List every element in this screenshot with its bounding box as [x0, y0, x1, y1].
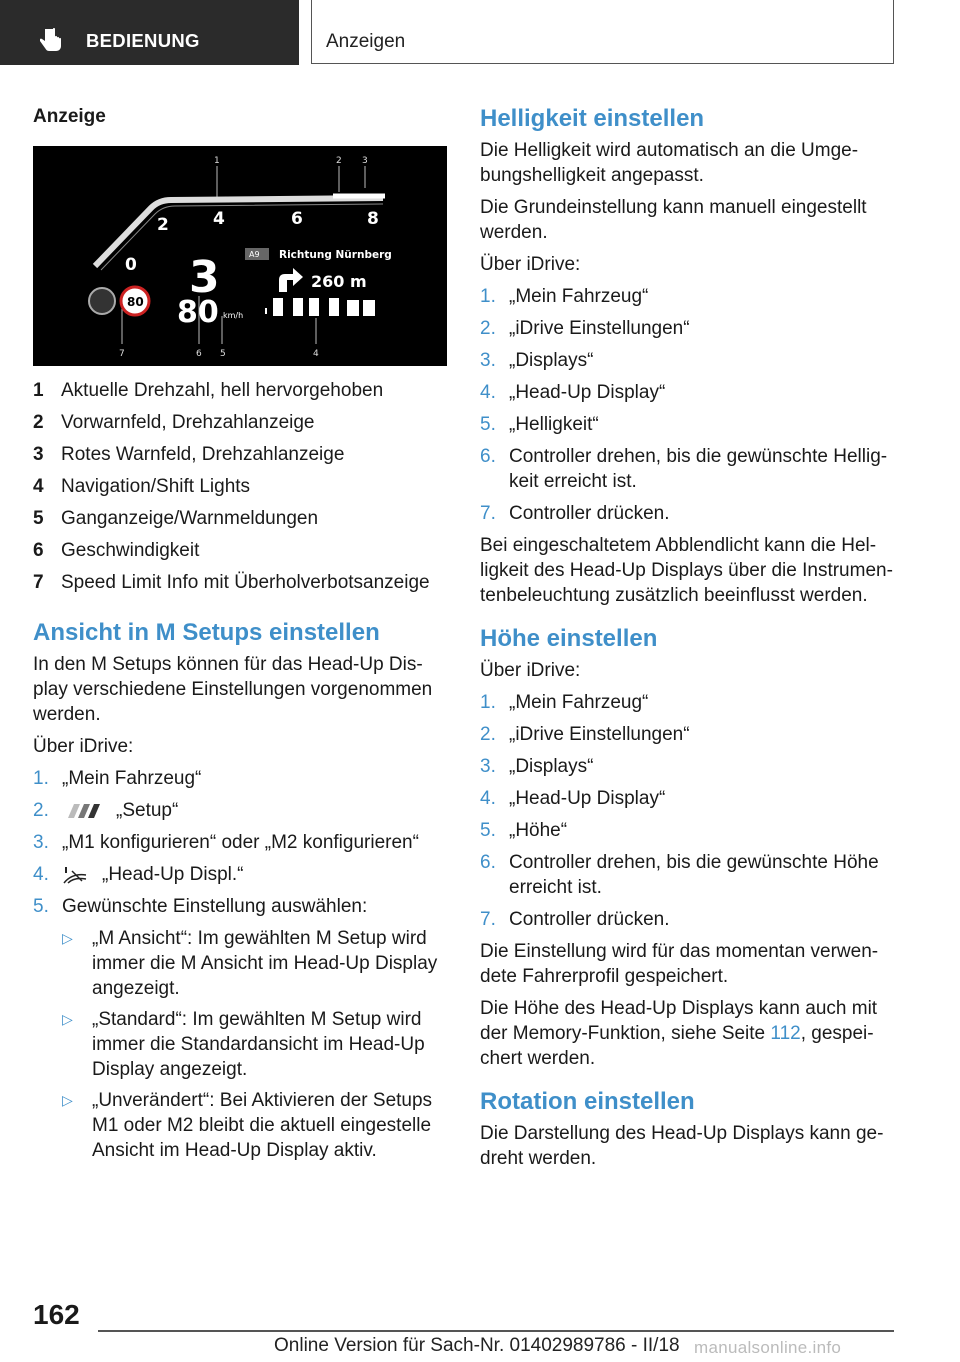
height-paragraph-2: Die Höhe des Head-Up Displays kann auch mit der Memory-Funktion, siehe Seite 112, gespeichert werden.	[480, 998, 878, 1069]
chapter-label: Anzeigen	[326, 31, 406, 52]
step-item: 2. „Setup“	[33, 800, 179, 821]
step-item: 6. Controller drehen, bis die gewünschte Höhe erreicht ist.	[480, 852, 879, 898]
height-steps	[480, 690, 900, 932]
step-item: 3. „M1 konfigurieren“ oder „M2 konfigurieren“	[33, 832, 419, 853]
legend-item: 6 Geschwindigkeit	[33, 540, 200, 561]
legend-list	[33, 378, 447, 602]
page-number: 162	[33, 1299, 80, 1330]
legend-item: 5 Ganganzeige/Warnmeldungen	[33, 508, 319, 529]
legend-item: 1 Aktuelle Drehzahl, hell hervorgehoben	[33, 380, 384, 401]
m-setup-heading: Ansicht in M Setups einstellen	[33, 619, 380, 646]
page-reference-link[interactable]: 112	[770, 1023, 801, 1044]
turn-arrow-icon	[279, 268, 303, 292]
legend-item: 2 Vorwarnfeld, Drehzahlanzeige	[33, 412, 315, 433]
step-item: 4. „Head-Up Display“	[480, 382, 666, 403]
chapter-header	[311, 0, 894, 64]
step-item: 1. „Mein Fahrzeug“	[480, 286, 649, 307]
step-item: 5. Gewünschte Einstellung auswählen:	[33, 896, 368, 917]
hud-figure	[33, 146, 447, 366]
callout-2: 2	[336, 156, 342, 166]
option-bullet: ▷ „Standard“: Im gewählten M Setup wird immer die Standardansicht im Head-Up Display angezeigt.	[62, 1009, 425, 1080]
legend-item: 4 Navigation/Shift Lights	[33, 476, 251, 497]
footer-divider	[98, 1330, 894, 1332]
step-item: 3. „Displays“	[480, 756, 594, 777]
display-subheading: Anzeige	[33, 106, 106, 127]
option-bullet: ▷ „M Ansicht“: Im gewählten M Setup wird immer die M Ansicht im Head-Up Display angezeigt.	[62, 928, 438, 999]
speed-value: 80	[177, 295, 219, 330]
rotation-paragraph: Die Darstellung des Head-Up Displays kann gedreht werden.	[480, 1123, 884, 1169]
setup-options	[33, 926, 447, 1163]
left-column	[33, 104, 447, 1163]
step-item: 7. Controller drücken.	[480, 909, 670, 930]
via-idrive-label: Über iDrive:	[480, 660, 581, 681]
step-item: 4. „Head-Up Display“	[480, 788, 666, 809]
hand-pointer-icon	[40, 28, 62, 54]
brightness-paragraph-2: Die Grundeinstellung kann manuell eingestellt werden.	[480, 197, 867, 243]
hud-illustration	[33, 146, 447, 366]
distance-text: 260 m	[311, 272, 367, 291]
rpm-label-4: 4	[213, 209, 225, 229]
right-column	[480, 104, 900, 1178]
step-item: 1. „Mein Fahrzeug“	[480, 692, 649, 713]
step-item: 2. „iDrive Einstellungen“	[480, 724, 690, 745]
speed-limit-value: 80	[127, 295, 144, 309]
rpm-label-8: 8	[367, 209, 379, 229]
gear-indicator: 3	[189, 252, 220, 303]
step-item: 1. „Mein Fahrzeug“	[33, 768, 202, 789]
online-version-text: Online Version für Sach-Nr. 01402989786 - II/18	[274, 1335, 680, 1356]
step-item: 5. „Höhe“	[480, 820, 568, 841]
height-heading: Höhe einstellen	[480, 625, 658, 652]
step-item: 6. Controller drehen, bis die gewünschte Helligkeit erreicht ist.	[480, 446, 888, 492]
head-up-display-icon	[62, 865, 88, 885]
step-item: 3. „Displays“	[480, 350, 594, 371]
watermark: manualsonline.info	[694, 1338, 842, 1357]
legend-item: 3 Rotes Warnfeld, Drehzahlanzeige	[33, 444, 345, 465]
m-stripes-icon	[62, 804, 102, 818]
callout-7: 7	[119, 349, 125, 359]
step-item: 2. „iDrive Einstellungen“	[480, 318, 690, 339]
brightness-paragraph-1: Die Helligkeit wird automatisch an die Umgebungshelligkeit angepasst.	[480, 140, 859, 186]
step-item: 4. „Head-Up Displ.“	[33, 864, 244, 885]
step-item: 7. Controller drücken.	[480, 503, 670, 524]
callout-5: 5	[220, 349, 226, 359]
section-tab	[0, 0, 299, 65]
brightness-steps	[480, 284, 900, 526]
rotation-heading: Rotation einstellen	[480, 1088, 695, 1115]
direction-text: Richtung Nürnberg	[279, 249, 392, 261]
m-setup-steps	[33, 766, 447, 919]
route-badge-label: A9	[249, 250, 260, 259]
rpm-label-0: 0	[125, 255, 137, 275]
brightness-heading: Helligkeit einstellen	[480, 105, 705, 132]
callout-6: 6	[196, 349, 202, 359]
rpm-label-6: 6	[291, 209, 303, 229]
callout-1: 1	[214, 156, 220, 166]
via-idrive-label: Über iDrive:	[33, 736, 134, 757]
section-label: BEDIENUNG	[86, 30, 200, 51]
step-item: 5. „Helligkeit“	[480, 414, 599, 435]
height-paragraph-1: Die Einstellung wird für das momentan verwendete Fahrerprofil gespeichert.	[480, 941, 879, 987]
via-idrive-label: Über iDrive:	[480, 254, 581, 275]
speed-unit: km/h	[223, 311, 244, 320]
option-bullet: ▷ „Unverändert“: Bei Aktivieren der Setups M1 oder M2 bleibt die aktuell eingestelle Ansicht im Head-Up Display aktiv.	[62, 1090, 433, 1161]
m-setup-intro: In den M Setups können für das Head-Up Display verschiedene Einstellungen vorgenommen werden.	[33, 654, 433, 725]
legend-item: 7 Speed Limit Info mit Überholverbotsanzeige	[33, 572, 430, 593]
overtaking-ban-sign	[89, 288, 115, 314]
brightness-paragraph-3: Bei eingeschaltetem Abblendlicht kann die Helligkeit des Head-Up Displays über die Instrumentenbeleuchtung zusätzlich beeinflusst werden.	[480, 535, 893, 606]
rpm-label-2: 2	[157, 215, 169, 235]
callout-3: 3	[362, 156, 368, 166]
lane-guidance-icons	[265, 298, 375, 316]
callout-4: 4	[313, 349, 319, 359]
